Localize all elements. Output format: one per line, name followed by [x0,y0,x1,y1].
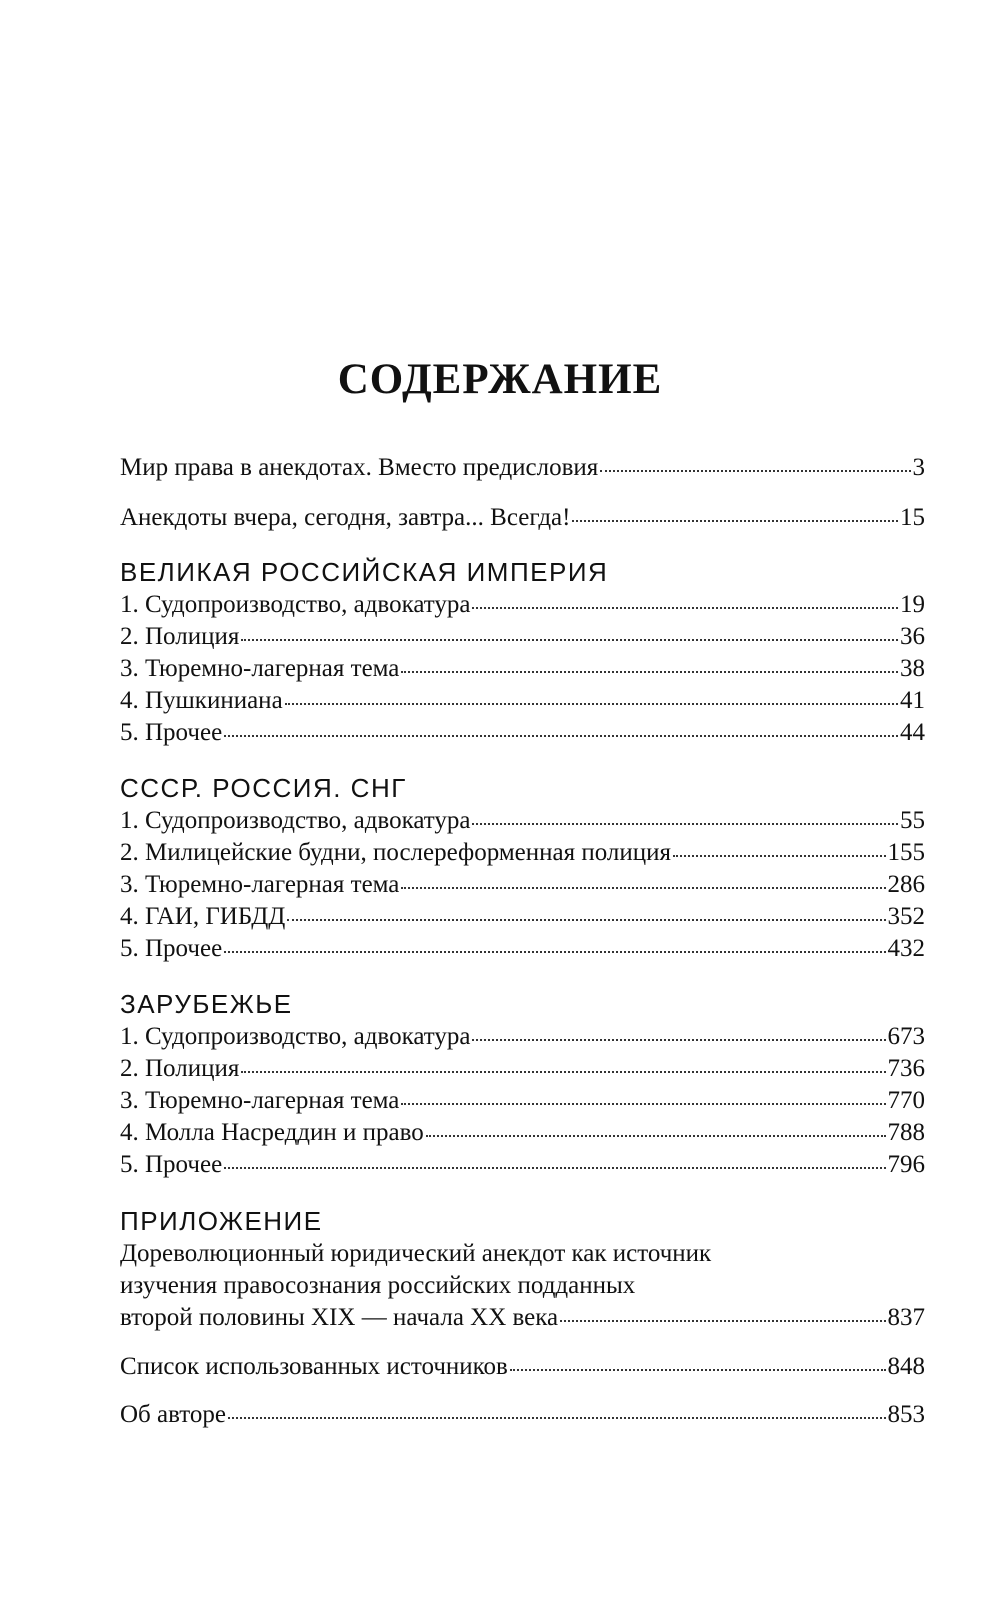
dot-leader [401,656,898,676]
toc-entry-page: 848 [887,1353,925,1380]
toc-entry-page: 432 [887,935,925,962]
toc-entry-page: 853 [887,1401,925,1428]
appendix-title-line-1: Дореволюционный юридический анекдот как источник [120,1240,712,1267]
toc-entry-label: 2. Милицейские будни, послереформенная полиция [120,839,672,866]
dot-leader [472,808,898,828]
toc-entry-label: Об авторе [120,1401,226,1428]
section-heading-ussr: СССР. РОССИЯ. СНГ [120,773,407,803]
toc-entry-label: 2. Полиция [120,623,240,650]
toc-entry-label: 1. Судопроизводство, адвокатура [120,807,471,834]
toc-entry-label: 1. Судопроизводство, адвокатура [120,591,471,618]
toc-entry[interactable] [120,654,925,684]
toc-entry-page: 38 [900,655,925,682]
toc-entry-page: 286 [887,871,925,898]
dot-leader [572,505,898,525]
toc-entry-label: 4. Молла Насреддин и право [120,1119,424,1146]
dot-leader [224,936,885,956]
toc-entry-page: 788 [887,1119,925,1146]
dot-leader [472,592,898,612]
dot-leader [224,1152,885,1172]
dot-leader [472,1024,885,1044]
toc-entry-page: 796 [887,1151,925,1178]
toc-entry[interactable] [120,870,925,900]
dot-leader [285,688,898,708]
toc-entry-page: 41 [900,687,925,714]
toc-entry[interactable] [120,934,925,964]
toc-entry-label: 2. Полиция [120,1055,240,1082]
toc-entry-page: 736 [887,1055,925,1082]
toc-entry-page: 352 [887,903,925,930]
toc-entry-label: Анекдоты вчера, сегодня, завтра... Всегда! [120,504,571,531]
toc-entry[interactable] [120,590,925,620]
dot-leader [241,1056,885,1076]
toc-entry-page: 3 [912,454,925,481]
dot-leader [224,720,898,740]
section-heading-abroad: ЗАРУБЕЖЬЕ [120,989,293,1019]
toc-entry[interactable] [120,686,925,716]
toc-entry-page: 15 [900,504,925,531]
toc-entry-page: 770 [887,1087,925,1114]
toc-entry[interactable] [120,902,925,932]
toc-entry[interactable] [120,806,925,836]
toc-entry-label: 4. ГАИ, ГИБДД [120,903,286,930]
dot-leader [426,1120,886,1140]
toc-entry-page: 155 [887,839,925,866]
dot-leader [401,872,885,892]
dot-leader [287,904,885,924]
toc-entry[interactable] [120,1150,925,1180]
toc-entry-preface[interactable] [120,453,925,483]
toc-entry[interactable] [120,838,925,868]
toc-entry-label: 1. Судопроизводство, адвокатура [120,1023,471,1050]
toc-entry-sources[interactable] [120,1352,925,1382]
section-heading-empire: ВЕЛИКАЯ РОССИЙСКАЯ ИМПЕРИЯ [120,557,609,587]
toc-entry-label: 3. Тюремно-лагерная тема [120,871,400,898]
toc-entry[interactable] [120,718,925,748]
dot-leader [241,624,898,644]
toc-entry-intro[interactable] [120,503,925,533]
toc-entry-label: 5. Прочее [120,1151,223,1178]
toc-entry-label: второй половины XIX — начала XX века [120,1304,559,1331]
toc-entry-appendix[interactable] [120,1303,925,1333]
dot-leader [510,1354,886,1374]
toc-entry-label: 5. Прочее [120,935,223,962]
toc-entry[interactable] [120,1086,925,1116]
toc-entry-label: 5. Прочее [120,719,223,746]
appendix-title-line-2: изучения правосознания российских подданных [120,1272,636,1299]
toc-entry-label: Мир права в анекдотах. Вместо предисловия [120,454,599,481]
toc-entry[interactable] [120,1054,925,1084]
toc-entry-page: 55 [900,807,925,834]
toc-entry-label: 3. Тюремно-лагерная тема [120,1087,400,1114]
toc-entry-page: 19 [900,591,925,618]
toc-entry-about-author[interactable] [120,1400,925,1430]
toc-entry-page: 673 [887,1023,925,1050]
dot-leader [228,1402,886,1422]
toc-entry-page: 837 [887,1304,925,1331]
dot-leader [401,1088,885,1108]
toc-entry[interactable] [120,622,925,652]
toc-entry-label: 3. Тюремно-лагерная тема [120,655,400,682]
toc-entry[interactable] [120,1022,925,1052]
dot-leader [673,840,885,860]
dot-leader [600,455,910,475]
toc-entry-page: 36 [900,623,925,650]
page-title: СОДЕРЖАНИЕ [337,356,663,403]
section-heading-appendix: ПРИЛОЖЕНИЕ [120,1206,323,1236]
toc-entry-page: 44 [900,719,925,746]
toc-entry-label: Список использованных источников [120,1353,508,1380]
toc-entry-label: 4. Пушкиниана [120,687,283,714]
dot-leader [560,1305,885,1325]
toc-entry[interactable] [120,1118,925,1148]
